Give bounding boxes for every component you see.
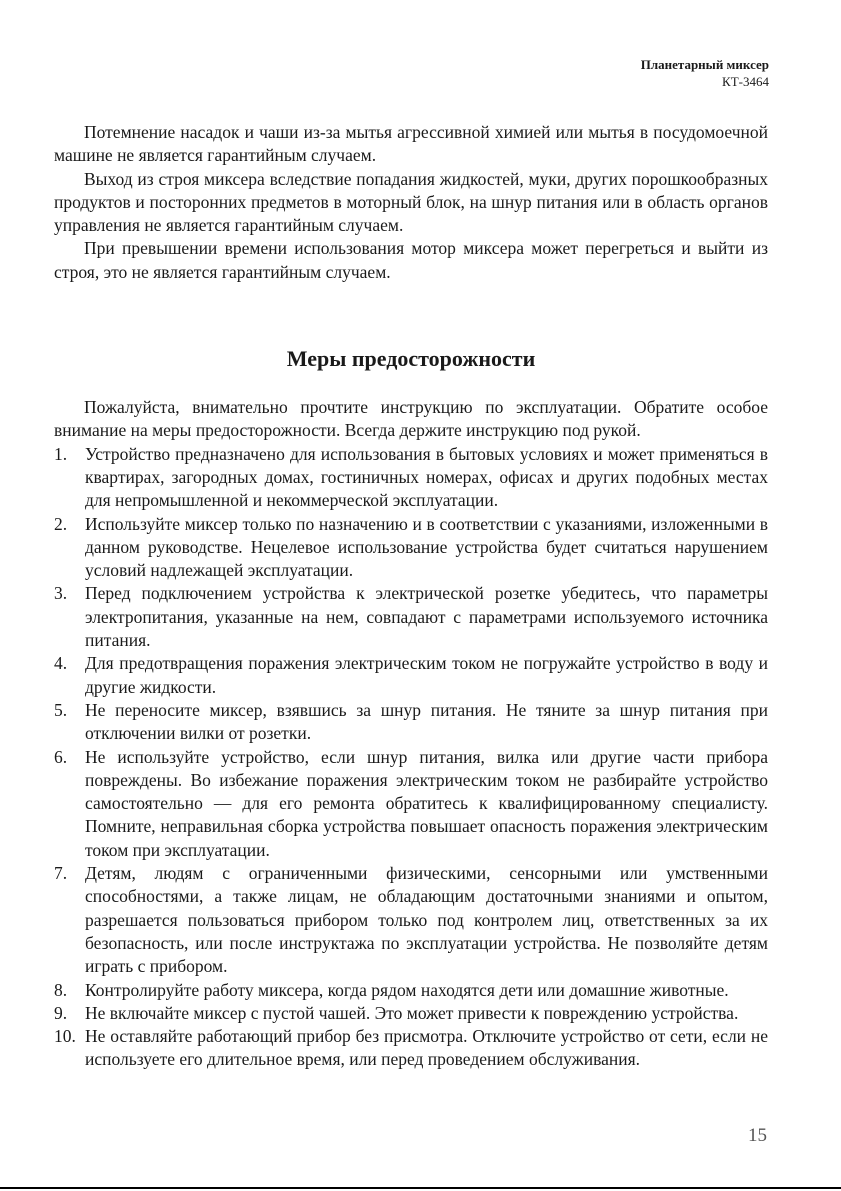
item-text: Используйте миксер только по назначению и в соответствии с указаниями, изложенными в данном руководстве. Нецелевое использование устройства будет считаться нарушением условий надлежащей эксплуатации. <box>85 513 768 581</box>
list-item <box>54 1025 768 1072</box>
warranty-paragraph: Выход из строя миксера вследствие попадания жидкостей, муки, других порошкообразных продуктов и посторонних предметов в моторный блок, на шнур питания или в область органов управления не является гарантийным случаем. <box>54 168 768 236</box>
item-text: Контролируйте работу миксера, когда рядом находятся дети или домашние животные. <box>85 979 729 1000</box>
item-text: Не включайте миксер с пустой чашей. Это может привести к повреждению устройства. <box>85 1002 739 1023</box>
item-text: Не переносите миксер, взявшись за шнур питания. Не тяните за шнур питания при отключении вилки от розетки. <box>85 699 768 744</box>
item-text: Детям, людям с ограниченными физическими, сенсорными или умственными способностями, а также лицам, не обладающим достаточными знаниями и опытом, разрешается пользоваться прибором только под контролем лиц, ответственных за их безопасность, или после инструктажа по эксплуатации устройства. Не позволяйте детям играть с прибором. <box>85 863 768 977</box>
item-number: 9. <box>54 1002 68 1023</box>
item-text: Устройство предназначено для использования в бытовых условиях и может применяться в квартирах, загородных домах, гостиничных номерах, офисах и других подобных местах для непромышленной и некоммерческой эксплуатации. <box>85 443 768 511</box>
page-number: 15 <box>748 1125 767 1146</box>
item-number: 1. <box>54 443 68 464</box>
item-text: Не используйте устройство, если шнур питания, вилка или другие части прибора повреждены. Во избежание поражения электрическим током не разбирайте устройство самостоятельно — для его ремонта обратитесь к квалифицированному специалисту. Помните, неправильная сборка устройства повышает опасность поражения электрическим током при эксплуатации. <box>85 746 768 860</box>
page-header <box>641 56 769 90</box>
item-number: 5. <box>54 699 68 720</box>
list-item <box>54 699 768 746</box>
list-item <box>54 979 768 1002</box>
list-item <box>54 862 768 978</box>
product-name: Планетарный миксер <box>640 57 769 72</box>
warranty-paragraph: При превышении времени использования мотор миксера может перегреться и выйти из строя, это не является гарантийным случаем. <box>54 238 768 282</box>
warranty-paragraph: Потемнение насадок и чаши из-за мытья агрессивной химией или мытья в посудомоечной машине не является гарантийным случаем. <box>54 122 768 166</box>
list-item <box>54 652 768 699</box>
item-number: 8. <box>54 979 68 1000</box>
list-item <box>54 746 768 862</box>
page-content <box>54 121 768 1072</box>
item-number: 10. <box>54 1026 76 1047</box>
list-item <box>54 513 768 583</box>
precautions-list <box>54 443 768 1072</box>
item-number: 3. <box>54 583 68 604</box>
item-number: 7. <box>54 863 68 884</box>
item-text: Не оставляйте работающий прибор без присмотра. Отключите устройство от сети, если не используете его длительное время, или перед проведением обслуживания. <box>85 1026 768 1070</box>
item-text: Для предотвращения поражения электрическим током не погружайте устройство в воду и другие жидкости. <box>85 653 768 697</box>
list-item <box>54 582 768 652</box>
list-item <box>54 443 768 513</box>
model-number: КТ-3464 <box>722 74 769 89</box>
list-item <box>54 1002 768 1025</box>
section-title: Меры предосторожности <box>286 346 536 372</box>
bottom-divider <box>0 1187 841 1189</box>
item-text: Перед подключением устройства к электрической розетке убедитесь, что параметры электропитания, указанные на нем, совпадают с параметрами используемого источника питания. <box>85 583 768 651</box>
item-number: 2. <box>54 513 68 534</box>
section-lead: Пожалуйста, внимательно прочтите инструкцию по эксплуатации. Обратите особое внимание на меры предосторожности. Всегда держите инструкцию под рукой. <box>54 397 768 441</box>
item-number: 4. <box>54 653 68 674</box>
item-number: 6. <box>54 746 68 767</box>
